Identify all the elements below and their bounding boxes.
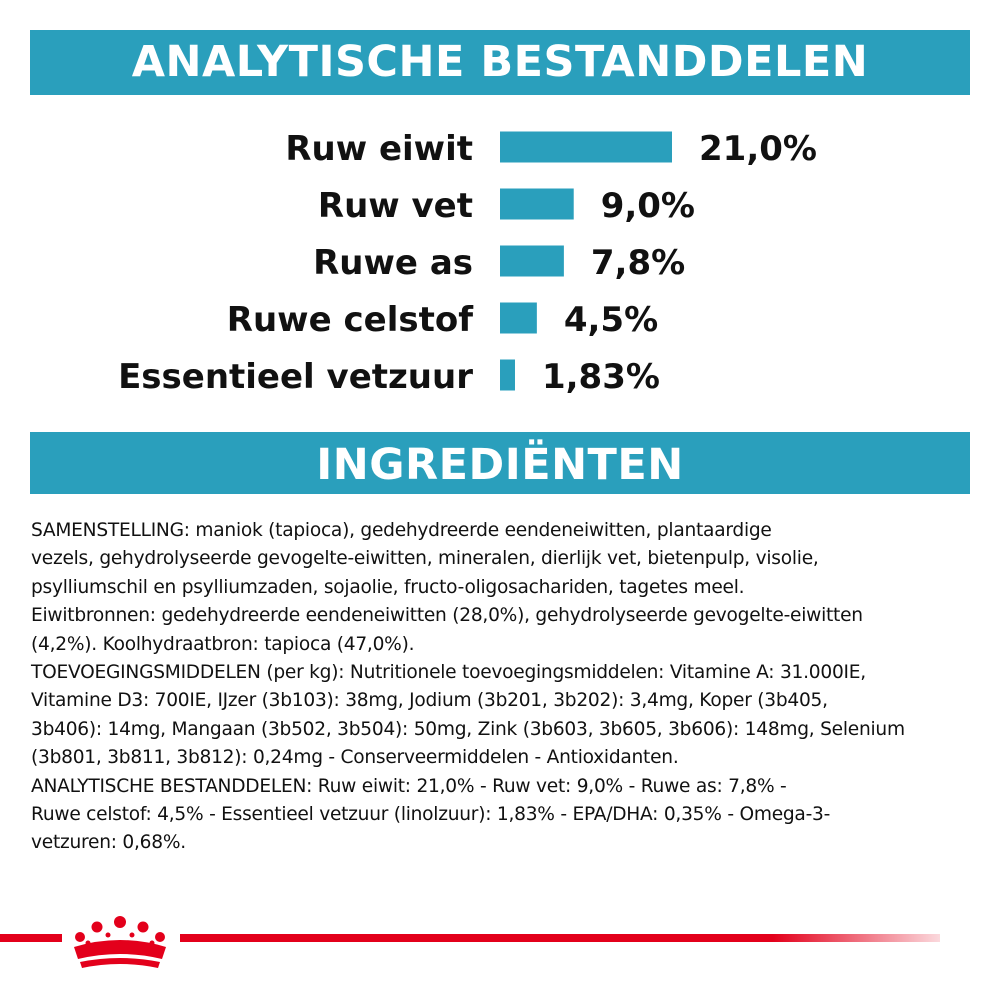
bar (500, 303, 537, 334)
value-label: 4,5% (563, 300, 659, 340)
ingredients-line: (4,2%). Koolhydraatbron: tapioca (47,0%). (31, 633, 415, 655)
ingredients-line: Ruwe celstof: 4,5% - Essentieel vetzuur (linolzuur): 1,83% - EPA/DHA: 0,35% - Omega-3- (31, 804, 831, 826)
ingredients-text (31, 517, 971, 858)
ingredients-line: SAMENSTELLING: maniok (tapioca), gedehydreerde eendeneiwitten, plantaardige (31, 520, 772, 541)
analytics-title: ANALYTISCHE BESTANDDELEN (131, 37, 869, 87)
ingredients-title: INGREDIËNTEN (316, 440, 684, 490)
category-label: Ruwe celstof (226, 300, 473, 340)
category-label: Essentieel vetzuur (118, 357, 473, 397)
value-label: 9,0% (600, 186, 696, 226)
ingredients-line: Vitamine D3: 700IE, IJzer (3b103): 38mg, Jodium (3b201, 3b202): 3,4mg, Koper (3b405, (31, 690, 828, 712)
ingredients-line: (3b801, 3b811, 3b812): 0,24mg - Conserveermiddelen - Antioxidanten. (31, 747, 679, 769)
bar (500, 246, 564, 277)
ingredients-line: 3b406): 14mg, Mangaan (3b502, 3b504): 50mg, Zink (3b603, 3b605, 3b606): 148mg, Selenium (31, 718, 905, 740)
ingredients-line: vezels, gehydrolyseerde gevogelte-eiwitten, mineralen, dierlijk vet, bietenpulp, visolie, (31, 548, 819, 570)
ingredients-line: TOEVOEGINGSMIDDELEN (per kg): Nutritionele toevoegingsmiddelen: Vitamine A: 31.000IE, (31, 662, 866, 684)
crown-icon (66, 915, 174, 973)
analytics-header-banner (30, 30, 970, 95)
ingredients-line: ANALYTISCHE BESTANDDELEN: Ruw eiwit: 21,0% - Ruw vet: 9,0% - Ruwe as: 7,8% - (31, 775, 787, 797)
bar (500, 132, 672, 163)
ingredients-line: psylliumschil en psylliumzaden, sojaolie, fructo-oligosachariden, tagetes meel. (31, 576, 745, 598)
category-label: Ruw eiwit (285, 129, 473, 169)
value-label: 21,0% (699, 129, 817, 169)
footer-line-right (180, 934, 940, 942)
category-label: Ruw vet (317, 186, 473, 226)
value-label: 7,8% (590, 243, 686, 283)
bar (500, 360, 515, 391)
analytics-bar-chart (0, 100, 1000, 400)
value-label: 1,83% (541, 357, 660, 397)
category-label: Ruwe as (313, 243, 473, 283)
ingredients-line: vetzuren: 0,68%. (31, 832, 186, 854)
bar (500, 189, 574, 220)
ingredients-header-banner (30, 432, 970, 494)
ingredients-line: Eiwitbronnen: gedehydreerde eendeneiwitten (28,0%), gehydrolyseerde gevogelte-eiwitten (31, 605, 863, 627)
footer-line-left (0, 934, 62, 942)
